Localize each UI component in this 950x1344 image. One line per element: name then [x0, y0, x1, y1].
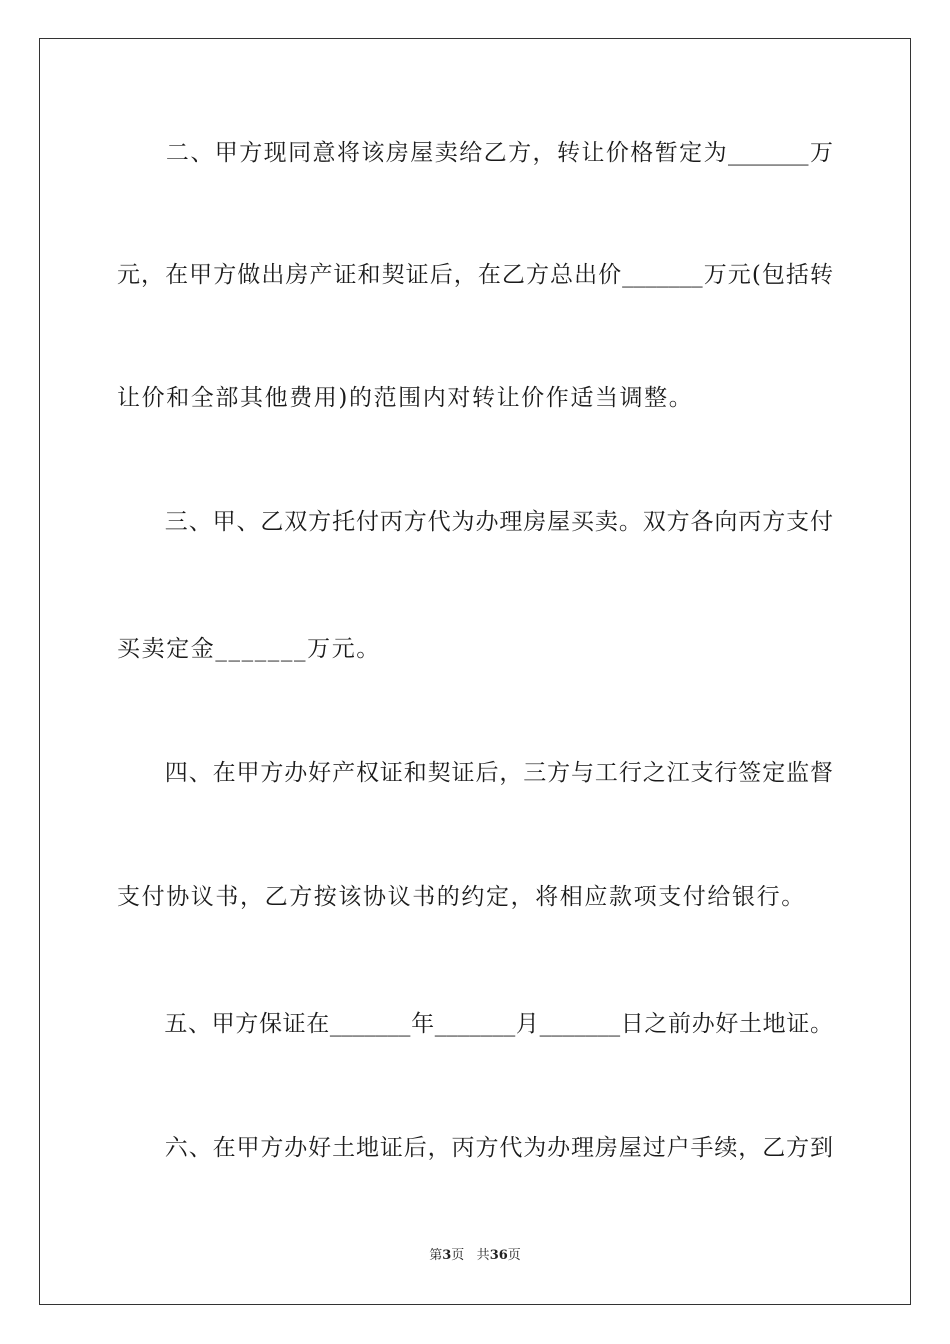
footer-total-suffix: 页 [507, 1248, 521, 1263]
paragraph-6-line-1: 六、在甲方办好土地证后，丙方代为办理房屋过户手续，乙方到 [117, 1135, 833, 1161]
footer-page-suffix: 页 [451, 1248, 465, 1263]
paragraph-3-line-2: 买卖定金_______万元。 [117, 636, 381, 662]
paragraph-3-line-1: 三、甲、乙双方托付丙方代为办理房屋买卖。双方各向丙方支付 [117, 509, 833, 535]
footer-total-pages: 36 [489, 1248, 508, 1263]
page-border [39, 38, 911, 1305]
paragraph-2-line-2: 元，在甲方做出房产证和契证后，在乙方总出价_______万元(包括转 [117, 262, 833, 288]
paragraph-2-line-3: 让价和全部其他费用)的范围内对转让价作适当调整。 [117, 385, 694, 411]
footer-page-prefix: 第 [429, 1248, 443, 1263]
page-footer [0, 1247, 950, 1265]
paragraph-4-line-2: 支付协议书，乙方按该协议书的约定，将相应款项支付给银行。 [117, 884, 806, 910]
paragraph-4-line-1: 四、在甲方办好产权证和契证后，三方与工行之江支行签定监督 [117, 760, 833, 786]
footer-total-prefix: 共 [476, 1248, 490, 1263]
paragraph-5-line-1: 五、甲方保证在_______年_______月_______日之前办好土地证。 [117, 1011, 833, 1037]
footer-page-number: 3 [442, 1248, 452, 1263]
paragraph-2-line-1: 二、甲方现同意将该房屋卖给乙方，转让价格暂定为_______万 [117, 140, 833, 166]
